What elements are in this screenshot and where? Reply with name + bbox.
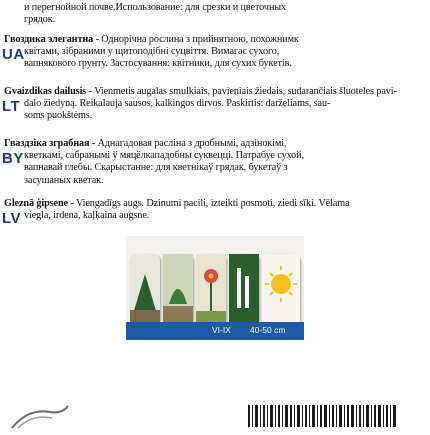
flower-icon [196,254,226,322]
entry-name: Гвоздика элегантна [4,34,94,45]
entry-heading-rest: - Viengadīgs augs. Dzinumi pacili, izteikti posmoti, ziedi sīki. Vēlama [67,198,350,209]
continued-line-2: грядок. [24,14,56,25]
continued-line-1: и перегнойной почве.Использование: для срезки и цветочных [24,2,287,13]
sun-exposure-icon [229,254,259,322]
plant-height: 40-50 cm [250,325,286,335]
entry-body [24,210,420,222]
entry-line: квітами, зібраними у щитоподібні суцвіття. Вимагає сухого, [24,46,280,58]
entry-heading-rest: - Аднагадовая расліна з дробнымі, адзінокімі, [89,138,287,149]
language-code: LV [2,210,22,227]
entry-name: Гваздзіка зграбная [4,138,90,149]
entry-line: viegla, irdena, kaļķaina augsne. [24,210,150,222]
logo-fragment [10,402,70,430]
entry-heading [4,138,420,150]
continued-description [24,2,418,26]
garden-bed-icon [130,254,160,322]
entry-line: вапнякового ґрунту. Застосування: квітники, для сухих букетів. [24,58,292,70]
entry-heading-rest: - Vienmetis augalas smulkiais, pavieniais žiedais, sudarančiais šluoteles pavi- [86,86,397,97]
entry-body [24,46,420,70]
entry-line: dalo žiedyną. Reikalauja sausos, kalkingos dirvos. Paskirtis: darželiams, sau- [24,98,331,110]
entry-line: вапнавай глебы. Скарыстанне: для кветнікаў грядак, букетаў з [24,162,288,174]
entry-heading-rest: - Однорічна рослина з прийнятною, похожнимк [93,34,299,45]
sun-icon [262,254,300,322]
entry-body [24,98,420,122]
language-code: BY [2,150,24,167]
entry-heading [4,198,420,210]
entry-name: Gvaizdikas dailusis [4,86,87,97]
entry-line: кветкамі, сабранымі ў мяцёлкападобны суквецці. Патрабуе сухой, [24,150,304,162]
flowering-period: VI-IX [212,325,231,335]
info-band [126,322,304,340]
entry-body [24,150,420,187]
entry-heading [4,34,420,46]
barcode-icon [248,405,398,427]
language-code: UA [2,46,25,63]
sowing-icon [163,254,193,322]
language-code: LT [2,98,21,115]
entry-heading [4,86,420,98]
entry-line: засушаных кветак. [24,174,104,186]
entry-line: soms puokštėms. [24,110,93,122]
entry-name: Gleznā ģipsene [4,198,68,209]
growing-info-strip [126,236,304,340]
